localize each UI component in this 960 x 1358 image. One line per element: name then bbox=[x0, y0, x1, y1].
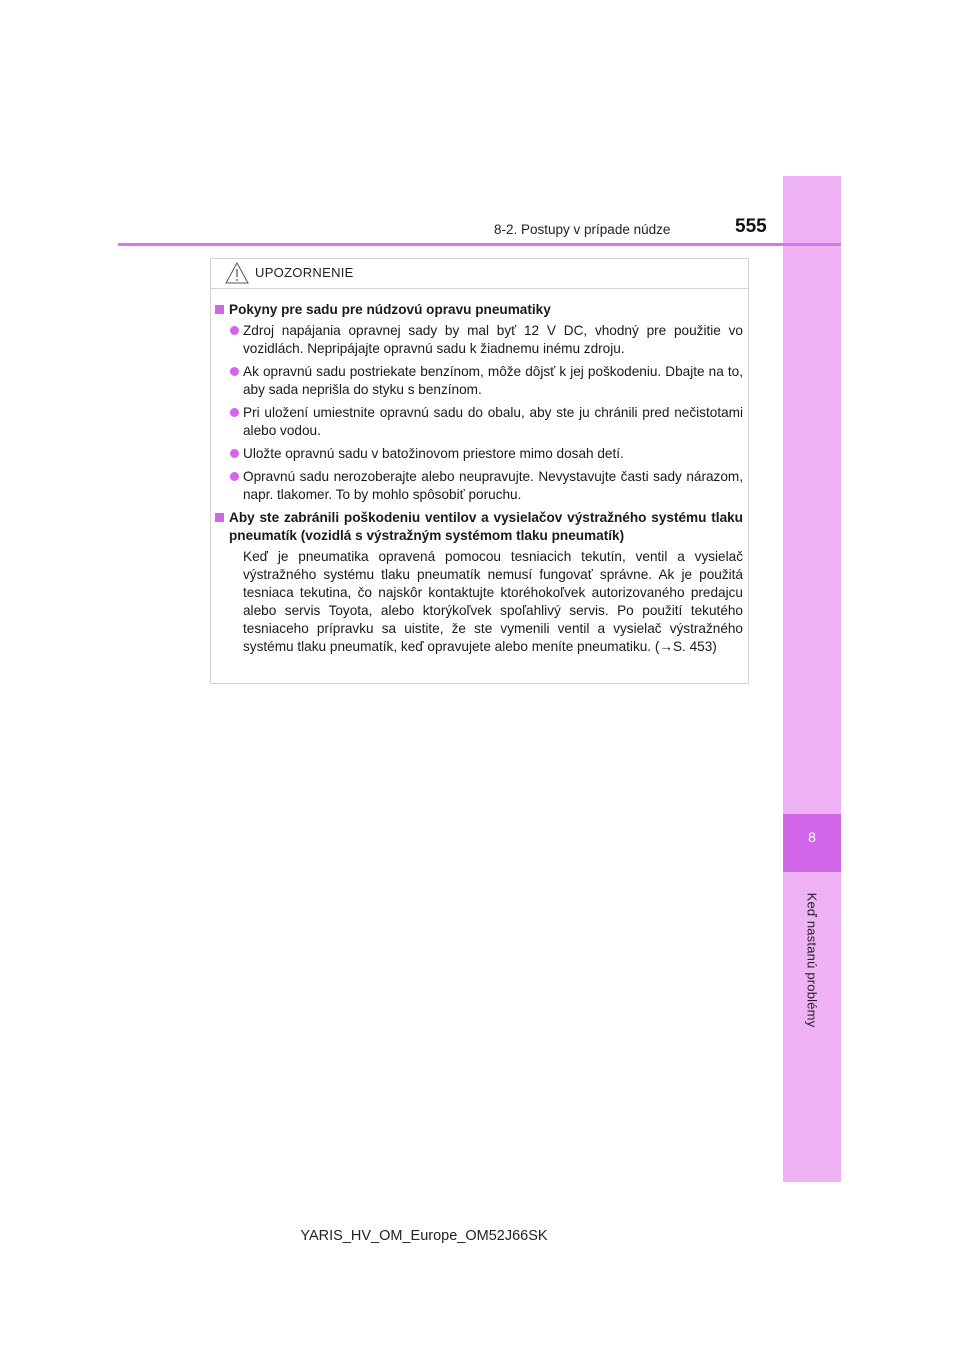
list-item: Zdroj napájania opravnej sady by mal byť 12 V DC, vhodný pre použitie vo vozidlách. Nepripájajte opravnú sadu k žiadnemu inému zdroju. bbox=[215, 322, 743, 358]
section-paragraph: Keď je pneumatika opravená pomocou tesniacich tekutín, ventil a vysielač výstražného systému tlaku pneumatík nemusí fungovať správne. Ak je použitá tesniaca tekutina, čo najskôr kontaktujte ktoréhokoľvek autorizovaného predajcu alebo servis Toyota, alebo ktorýkoľvek spoľahlivý servis. Po použití tekutého tesniaceho prípravku sa uistite, že ste vymenili ventil a vysielač výstražného systému tlaku pneumatík, keď opravujete alebo meníte pneumatiku. (→S. 453) bbox=[243, 549, 743, 654]
warning-box bbox=[210, 258, 749, 684]
page-number: 555 bbox=[735, 216, 767, 237]
bullet-dot-icon bbox=[230, 449, 239, 458]
section-heading-kit: Pokyny pre sadu pre núdzovú opravu pneumatiky bbox=[215, 301, 743, 319]
warning-body bbox=[215, 301, 743, 656]
list-item: Pri uložení umiestnite opravnú sadu do obalu, aby ste ju chránili pred nečistotami alebo vodou. bbox=[215, 404, 743, 440]
header-divider bbox=[118, 243, 841, 246]
footer-doc-id: YARIS_HV_OM_Europe_OM52J66SK bbox=[300, 1228, 548, 1244]
section-square-icon bbox=[215, 305, 224, 314]
list-item: Uložte opravnú sadu v batožinovom priestore mimo dosah detí. bbox=[215, 445, 743, 463]
list-item: Opravnú sadu nerozoberajte alebo neupravujte. Nevystavujte časti sady nárazom, napr. tlakomer. To by mohlo spôsobiť poruchu. bbox=[215, 468, 743, 504]
header-section-title: 8-2. Postupy v prípade núdze bbox=[494, 222, 671, 237]
list-item: Ak opravnú sadu postriekate benzínom, môže dôjsť k jej poškodeniu. Dbajte na to, aby sada neprišla do styku s benzínom. bbox=[215, 363, 743, 399]
warning-title: UPOZORNENIE bbox=[255, 265, 354, 280]
bullet-dot-icon bbox=[230, 472, 239, 481]
bullet-dot-icon bbox=[230, 367, 239, 376]
section-square-icon bbox=[215, 513, 224, 522]
warning-triangle-icon bbox=[225, 262, 249, 289]
bullet-dot-icon bbox=[230, 408, 239, 417]
chapter-side-tab bbox=[783, 176, 841, 1182]
section-heading-sensors: Aby ste zabránili poškodeniu ventilov a vysielačov výstražného systému tlaku pneumatík (vozidlá s výstražným systémom tlaku pneumatík) bbox=[215, 509, 743, 545]
warning-header bbox=[211, 259, 748, 289]
bullet-dot-icon bbox=[230, 326, 239, 335]
chapter-title: Keď nastanú problémy bbox=[804, 892, 820, 1028]
chapter-number: 8 bbox=[808, 829, 816, 845]
